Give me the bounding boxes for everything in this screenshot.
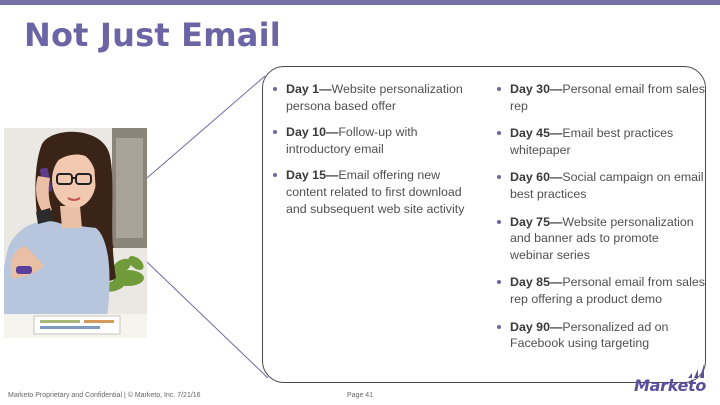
- timeline-separator: —: [549, 126, 563, 141]
- timeline-day: Day 75: [510, 214, 550, 229]
- timeline-text: Personalized ad on Facebook using targeting: [510, 319, 669, 351]
- timeline-separator: —: [325, 168, 339, 183]
- timeline-day: Day 15: [286, 168, 326, 183]
- timeline-text: Personal email from sales rep offering a product demo: [510, 275, 705, 306]
- timeline-text: Website personalization persona based offer: [286, 82, 463, 113]
- timeline-text: Personal email from sales rep: [510, 82, 705, 113]
- timeline-panel: [262, 66, 706, 383]
- timeline-item: [495, 214, 705, 264]
- timeline-item: [495, 319, 705, 352]
- timeline-text: Website personalization and banner ads to promote webinar series: [510, 214, 694, 262]
- timeline-right-column: [495, 81, 705, 363]
- timeline-separator: —: [325, 125, 339, 140]
- timeline-day: Day 45: [510, 126, 550, 141]
- timeline-separator: —: [549, 319, 563, 334]
- timeline-item: [271, 167, 483, 217]
- timeline-separator: —: [549, 214, 563, 229]
- woman-on-phone-photo: [4, 128, 147, 338]
- timeline-day: Day 85: [510, 275, 550, 290]
- timeline-day: Day 90: [510, 319, 550, 334]
- timeline-separator: —: [319, 82, 332, 96]
- timeline-day: Day 30: [510, 82, 550, 96]
- marketo-logo: [630, 362, 710, 396]
- page-number: Page 41: [347, 392, 374, 399]
- timeline-item: [495, 125, 705, 158]
- timeline-text: Email best practices whitepaper: [510, 126, 674, 157]
- timeline-day: Day 10: [286, 125, 326, 140]
- slide-title: Not Just Email: [24, 16, 281, 54]
- top-accent-bar: [0, 0, 720, 5]
- timeline-separator: —: [549, 170, 563, 185]
- timeline-item: [495, 81, 705, 114]
- timeline-item: [495, 274, 705, 307]
- timeline-text: Social campaign on email best practices: [510, 170, 704, 201]
- timeline-text: Email offering new content related to first download and subsequent web site activity: [286, 168, 465, 216]
- timeline-item: [495, 169, 705, 202]
- timeline-separator: —: [549, 275, 563, 290]
- timeline-day: Day 60: [510, 170, 550, 185]
- timeline-item: [271, 124, 483, 157]
- timeline-text: Follow-up with introductory email: [286, 125, 418, 156]
- timeline-separator: —: [549, 82, 563, 96]
- footer-confidential: Marketo Proprietary and Confidential | © Marketo, Inc. 7/21/16: [8, 392, 201, 399]
- timeline-left-column: [271, 81, 483, 227]
- logo-wordmark: Marketo: [634, 376, 707, 395]
- timeline-item: [271, 81, 483, 114]
- timeline-day: Day 1: [286, 82, 320, 96]
